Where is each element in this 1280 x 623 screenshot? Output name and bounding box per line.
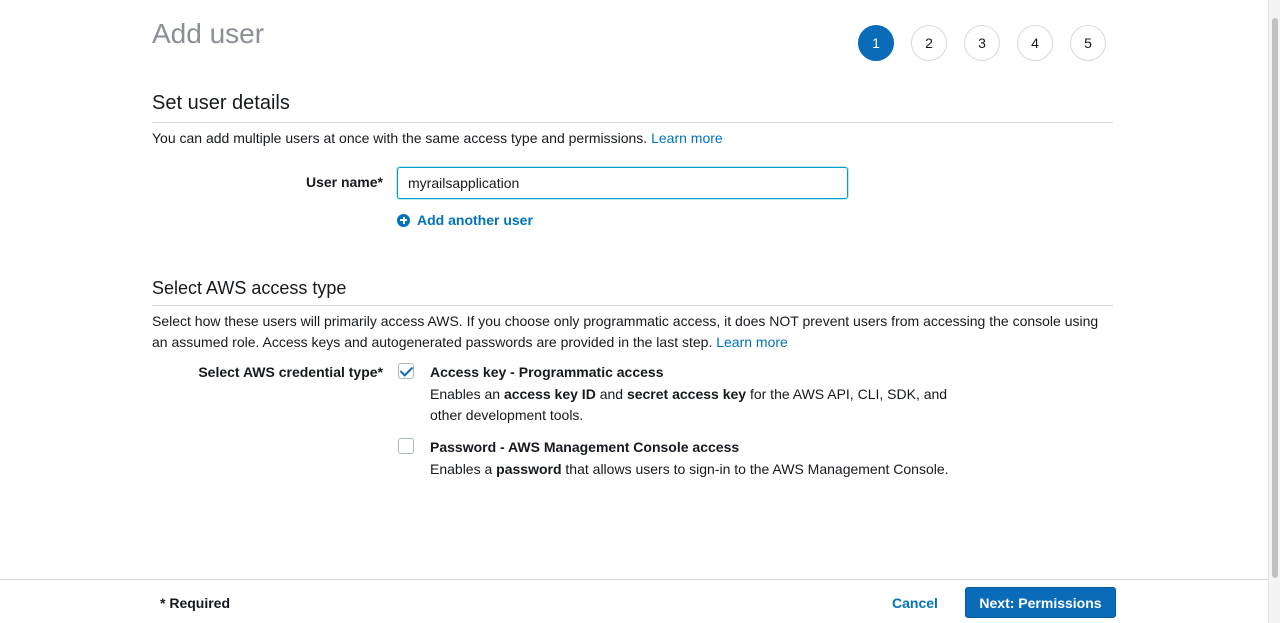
user-name-label: User name*	[305, 174, 383, 190]
step-2[interactable]: 2	[911, 25, 947, 61]
desc-text: and	[595, 386, 627, 402]
next-permissions-button[interactable]: Next: Permissions	[965, 587, 1116, 618]
add-another-user-label: Add another user	[417, 212, 533, 228]
user-details-description	[152, 128, 1114, 149]
user-details-description-text: You can add multiple users at once with the same access type and permissions.	[152, 130, 648, 146]
learn-more-link[interactable]: Learn more	[716, 334, 788, 350]
set-user-details-heading: Set user details	[152, 92, 290, 114]
required-note: * Required	[160, 595, 231, 611]
password-checkbox[interactable]	[398, 438, 414, 454]
access-key-checkbox[interactable]	[398, 363, 414, 379]
step-4[interactable]: 4	[1017, 25, 1053, 61]
desc-text: Enables an	[430, 386, 504, 402]
section-divider	[152, 122, 1113, 123]
step-5[interactable]: 5	[1070, 25, 1106, 61]
access-type-description	[152, 311, 1114, 353]
user-name-input[interactable]	[397, 167, 848, 199]
access-key-option-description	[430, 384, 970, 426]
step-1[interactable]: 1	[858, 25, 894, 61]
desc-bold: access key ID	[503, 386, 596, 402]
access-key-option-title[interactable]: Access key - Programmatic access	[430, 364, 664, 380]
scrollbar[interactable]	[1268, 0, 1280, 623]
add-another-user-link[interactable]	[397, 212, 533, 228]
desc-text: for the AWS API, CLI, SDK, and other development tools.	[430, 386, 948, 423]
step-3[interactable]: 3	[964, 25, 1000, 61]
cancel-button[interactable]: Cancel	[892, 595, 938, 611]
credential-type-label: Select AWS credential type*	[198, 364, 383, 380]
learn-more-link[interactable]: Learn more	[651, 130, 723, 146]
desc-text: Enables a	[430, 461, 497, 477]
scrollbar-thumb[interactable]	[1272, 18, 1278, 578]
desc-bold: secret access key	[626, 386, 747, 402]
desc-text: that allows users to sign-in to the AWS Management Console.	[561, 461, 949, 477]
access-type-description-text: Select how these users will primarily access AWS. If you choose only programmatic access, it does NOT prevent users from accessing the console using an assumed role. Access keys and autogenerated passwords are provided in the last step.	[152, 313, 1099, 350]
page-title: Add user	[152, 18, 265, 49]
access-type-heading: Select AWS access type	[152, 278, 347, 298]
password-option-title[interactable]: Password - AWS Management Console access	[430, 439, 740, 455]
wizard-steps	[858, 25, 1106, 61]
section-divider	[152, 305, 1113, 306]
plus-circle-icon	[397, 214, 410, 227]
password-option-description	[430, 459, 990, 480]
desc-bold: password	[496, 461, 562, 477]
